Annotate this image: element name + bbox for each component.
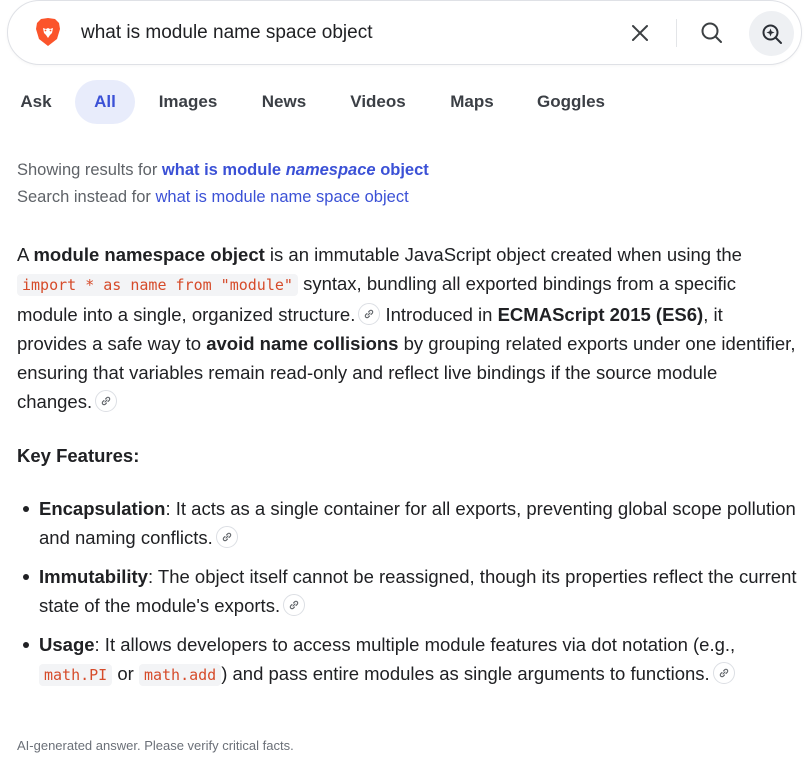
- tab-images[interactable]: Images: [158, 92, 218, 111]
- list-item: Immutability: The object itself cannot be reassigned, though its properties reflect the current state of the module's exports.: [17, 562, 797, 620]
- spellcheck-showing: [17, 161, 429, 180]
- ai-search-button[interactable]: [749, 11, 794, 56]
- features-list: [17, 494, 797, 700]
- close-icon[interactable]: [628, 21, 652, 45]
- citation-link-icon[interactable]: [358, 303, 380, 325]
- spellcheck-instead: [17, 188, 409, 207]
- key-features-heading: Key Features:: [17, 445, 140, 466]
- code-snippet: import * as name from "module": [17, 274, 298, 296]
- search-divider: [676, 19, 677, 47]
- search-icon[interactable]: [699, 20, 725, 46]
- tab-all[interactable]: All: [75, 80, 135, 124]
- list-item: Encapsulation: It acts as a single container for all exports, preventing global scope pollution and naming conflicts.: [17, 494, 797, 552]
- original-query-link[interactable]: what is module name space object: [155, 188, 409, 206]
- code-snippet: math.PI: [39, 664, 112, 686]
- search-bar: [7, 0, 802, 65]
- ai-search-icon: [760, 22, 784, 46]
- answer-paragraph: A module namespace object is an immutable JavaScript object created when using the import * as name from "module" syntax, bundling all exported bindings from a specific module into a single, organized structure. Introduced in ECMAScript 2015 (ES6), it provides a safe way to avoid name collisions by grouping related exports under one identifier, ensuring that variables remain read-only and reflect live bindings if the source module changes.: [17, 244, 796, 412]
- tab-videos[interactable]: Videos: [350, 92, 406, 111]
- brave-lion-icon[interactable]: [35, 17, 61, 47]
- instead-prefix: Search instead for: [17, 188, 151, 206]
- tab-news[interactable]: News: [261, 92, 307, 111]
- search-input[interactable]: [81, 18, 601, 48]
- ai-disclaimer: AI-generated answer. Please verify critical facts.: [17, 738, 294, 753]
- code-snippet: math.add: [139, 664, 221, 686]
- tab-goggles[interactable]: Goggles: [536, 92, 605, 111]
- showing-prefix: Showing results for: [17, 161, 158, 179]
- list-item: Usage: It allows developers to access multiple module features via dot notation (e.g., math.PI or math.add ) and pass entire modules as single arguments to functions.: [17, 630, 797, 690]
- tab-ask[interactable]: Ask: [20, 92, 52, 111]
- citation-link-icon[interactable]: [713, 662, 735, 684]
- citation-link-icon[interactable]: [283, 594, 305, 616]
- corrected-query-link[interactable]: what is module namespace object: [161, 161, 429, 179]
- tab-maps[interactable]: Maps: [450, 92, 494, 111]
- citation-link-icon[interactable]: [216, 526, 238, 548]
- citation-link-icon[interactable]: [95, 390, 117, 412]
